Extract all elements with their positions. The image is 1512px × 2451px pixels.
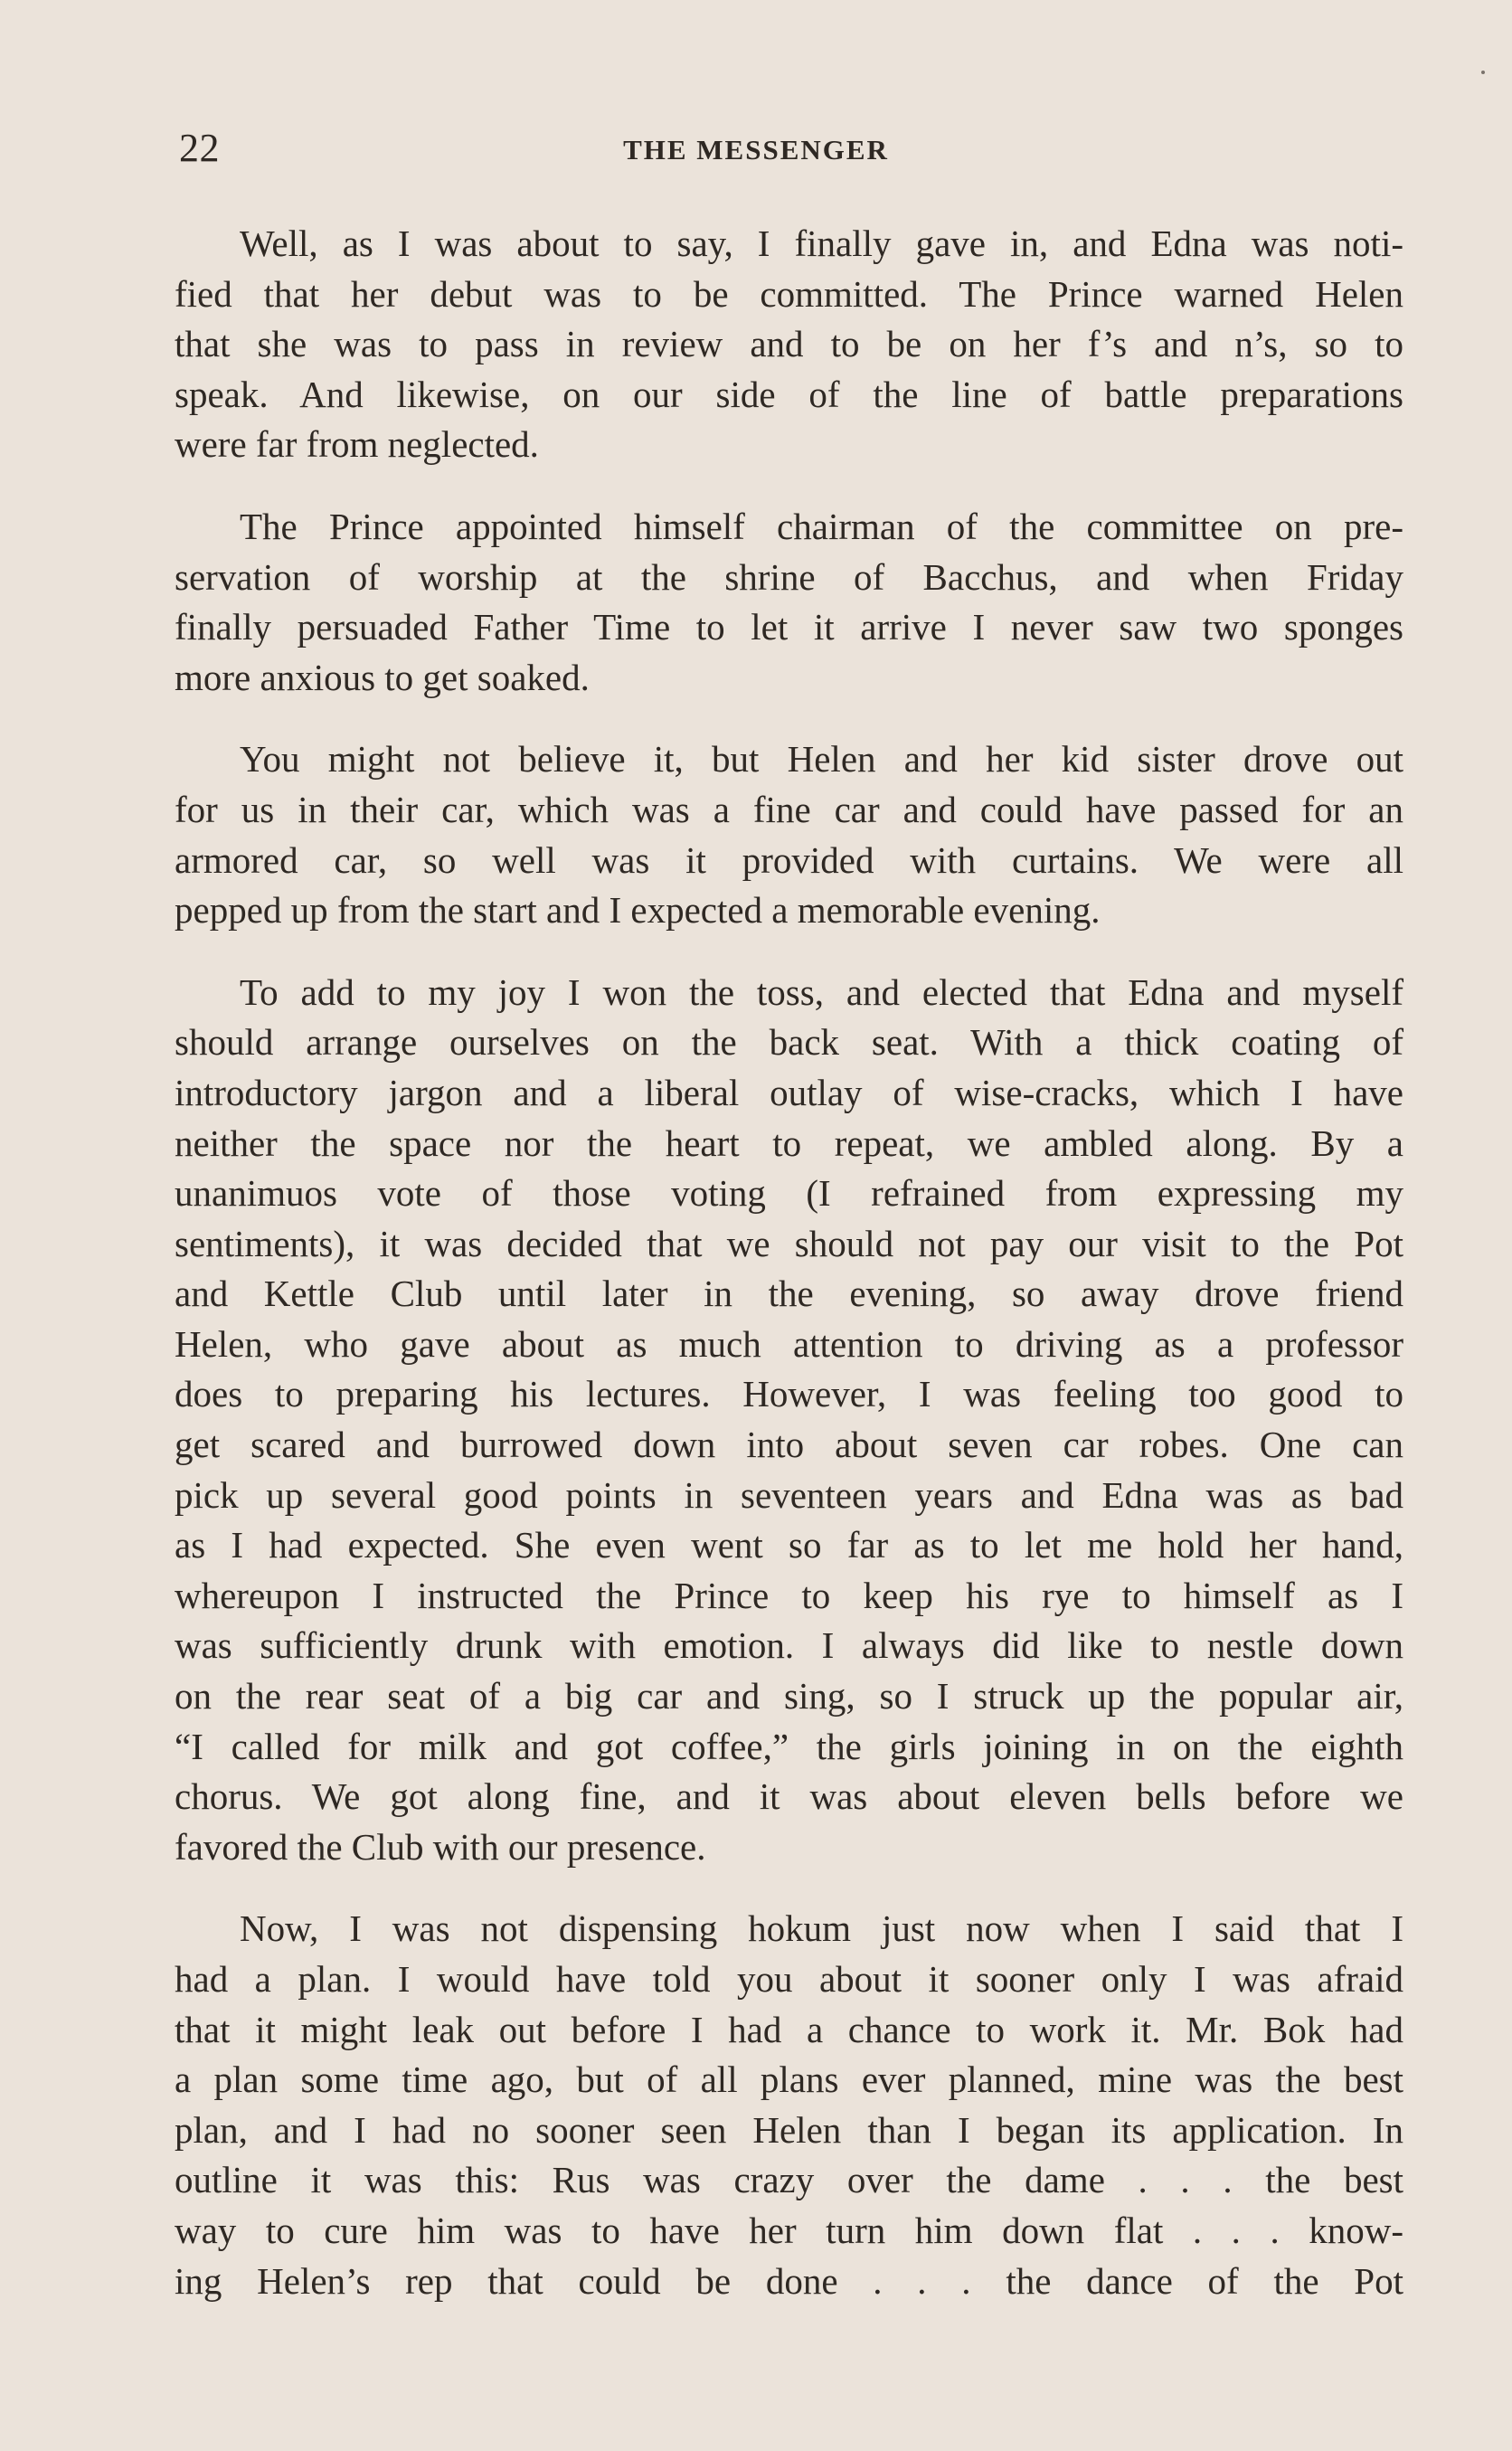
paragraph — [175, 1904, 1403, 2306]
text-line: favored the Club with our presence. — [175, 1825, 706, 1868]
text-line: pick up several good points in seventeen years and Edna was as bad — [175, 1473, 1403, 1516]
text-line: had a plan. I would have told you about it sooner only I was afraid — [175, 1958, 1403, 2000]
text-line: whereupon I instructed the Prince to keep his rye to himself as I — [175, 1574, 1403, 1616]
paragraph — [175, 968, 1403, 1873]
text-line: get scared and burrowed down into about seven car robes. One can — [175, 1424, 1403, 1466]
text-line: sentiments), it was decided that we should not pay our visit to the Pot — [175, 1222, 1403, 1264]
text-line: for us in their car, which was a fine car and could have passed for an — [175, 788, 1403, 830]
text-line: a plan some time ago, but of all plans ever planned, mine was the best — [175, 2058, 1403, 2101]
text-line: was sufficiently drunk with emotion. I always did like to nestle down — [175, 1624, 1403, 1667]
text-line: were far from neglected. — [175, 423, 539, 466]
text-line: way to cure him was to have her turn him down flat . . . know- — [175, 2209, 1403, 2251]
text-line: more anxious to get soaked. — [175, 656, 590, 698]
text-line: armored car, so well was it provided with curtains. We were all — [175, 838, 1403, 881]
text-line: on the rear seat of a big car and sing, so I struck up the popular air, — [175, 1675, 1403, 1718]
paragraph — [175, 734, 1403, 935]
text-line: Well, as I was about to say, I finally gave in, and Edna was noti- — [240, 222, 1403, 264]
text-line: that it might leak out before I had a chance to work it. Mr. Bok had — [175, 2008, 1403, 2050]
text-line: pepped up from the start and I expected a memorable evening. — [175, 889, 1101, 932]
text-line: as I had expected. She even went so far as to let me hold her hand, — [175, 1524, 1403, 1566]
paragraph — [175, 219, 1403, 470]
text-line: speak. And likewise, on our side of the line of battle preparations — [175, 373, 1403, 415]
text-line: servation of worship at the shrine of Bacchus, and when Friday — [175, 555, 1403, 598]
text-line: finally persuaded Father Time to let it arrive I never saw two sponges — [175, 606, 1403, 648]
text-line: should arrange ourselves on the back seat. With a thick coating of — [175, 1021, 1403, 1064]
text-line: and Kettle Club until later in the evening, so away drove friend — [175, 1273, 1403, 1315]
text-line: “I called for milk and got coffee,” the girls joining in on the eighth — [175, 1725, 1403, 1767]
page-number: 22 — [179, 126, 220, 170]
text-line: unanimuos vote of those voting (I refrained from expressing my — [175, 1172, 1403, 1215]
text-line: Helen, who gave about as much attention to driving as a professor — [175, 1322, 1403, 1365]
text-line: fied that her debut was to be committed. The Prince warned Helen — [175, 272, 1403, 315]
text-line: outline it was this: Rus was crazy over the dame . . . the best — [175, 2159, 1403, 2201]
running-head: THE MESSENGER — [623, 134, 889, 166]
body-text — [175, 219, 1403, 2306]
text-line: Now, I was not dispensing hokum just now when I said that I — [240, 1907, 1403, 1950]
text-line: You might not believe it, but Helen and her kid sister drove out — [240, 738, 1403, 781]
specks — [1481, 71, 1485, 74]
text-line: that she was to pass in review and to be on her f’s and n’s, so to — [175, 323, 1403, 365]
text-line: introductory jargon and a liberal outlay of wise-cracks, which I have — [175, 1071, 1403, 1113]
text-line: ing Helen’s rep that could be done . . . the dance of the Pot — [175, 2259, 1403, 2302]
text-line: neither the space nor the heart to repeat, we ambled along. By a — [175, 1121, 1403, 1164]
text-line: does to preparing his lectures. However, I was feeling too good to — [175, 1373, 1403, 1415]
text-line: plan, and I had no sooner seen Helen than I began its application. In — [175, 2108, 1403, 2151]
text-line: chorus. We got along fine, and it was about eleven bells before we — [175, 1775, 1403, 1818]
text-line: To add to my joy I won the toss, and elected that Edna and myself — [240, 970, 1403, 1013]
text-line: The Prince appointed himself chairman of the committee on pre- — [240, 505, 1403, 547]
paragraph — [175, 502, 1403, 703]
